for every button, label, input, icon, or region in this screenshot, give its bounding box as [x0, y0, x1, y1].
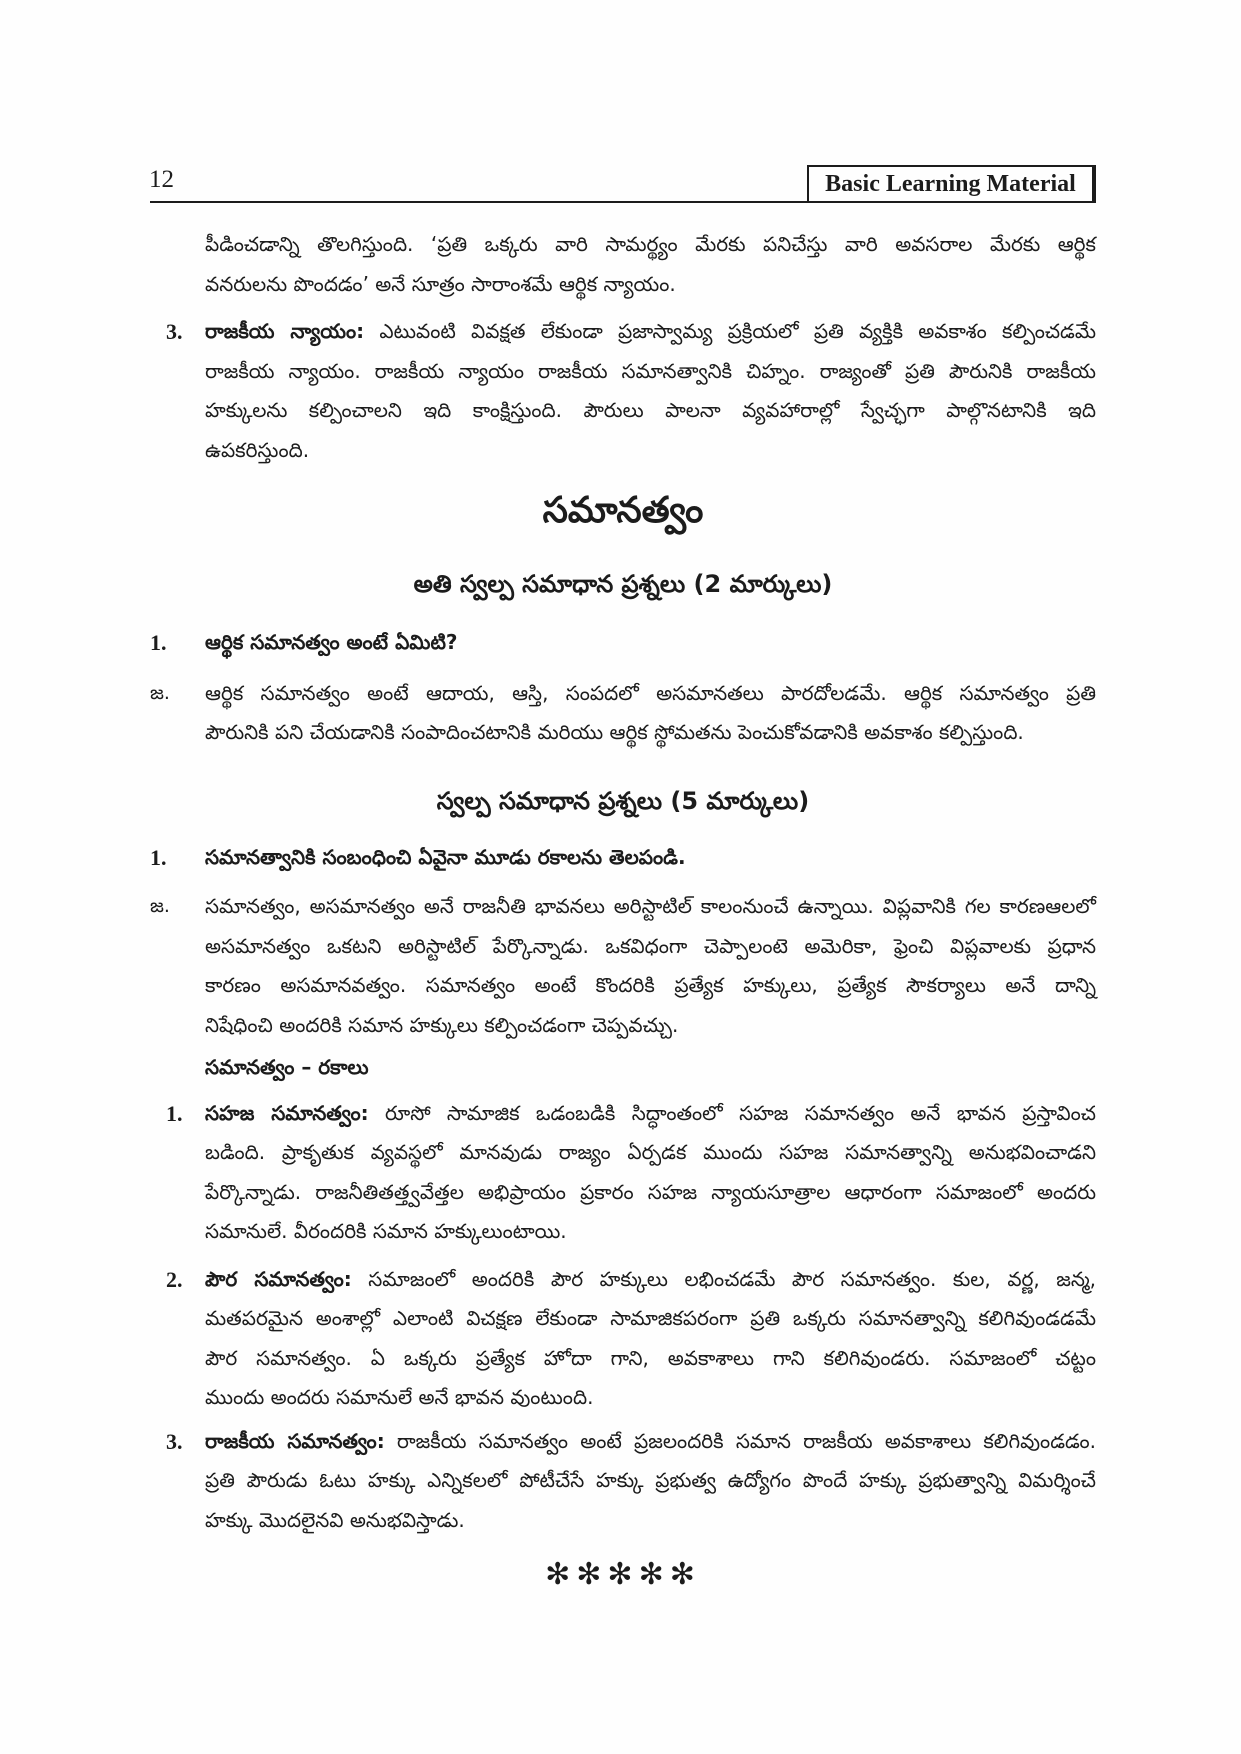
question [0, 623, 1096, 663]
text-line: రాజకీయ న్యాయం. రాజకీయ న్యాయం రాజకీయ సమానత్వానికి చిహ్నం. రాజ్యంతో ప్రతి పౌరునికి రాజకీయ [205, 358, 1096, 383]
type-item-civil-equality [0, 1260, 1096, 1418]
text-line: అసమానత్వం ఒకటని అరిస్టాటిల్ పేర్కొన్నాడు. ఒకవిధంగా చెప్పాలంటె అమెరికా, ఫ్రెంచి విప్లవాలకు ప్రధాన [205, 933, 1096, 958]
item-text: రూసో సామాజిక ఒడంబడికి సిద్ధాంతంలో సహజ సమానత్వం అనే భావన ప్రస్తావించ [384, 1100, 1096, 1125]
text-line: బడింది. ప్రాకృతుక వ్యవస్థలో మానవుడు రాజ్యం ఏర్పడక ముందు సహజ సమానత్వాన్ని అనుభవించాడని [205, 1140, 1096, 1164]
header-rule [150, 201, 1096, 203]
answer-marker: జ. [150, 895, 170, 917]
item-number: 1. [166, 1100, 183, 1126]
question-number: 1. [150, 630, 167, 655]
item-number: 2. [166, 1266, 183, 1292]
answer [0, 887, 1096, 1045]
question-number: 1. [150, 844, 167, 870]
text-line [205, 312, 1096, 352]
book-title-box [807, 165, 1096, 202]
short-questions-heading: స్వల్ప సమాధాన ప్రశ్నలు (5 మార్కులు) [436, 786, 810, 815]
types-heading: సమానత్వం – రకాలు [205, 1055, 369, 1079]
answer-marker: జ. [150, 681, 170, 704]
types-heading-row [0, 1048, 1096, 1088]
book-title: Basic Learning Material [825, 171, 1076, 197]
item-label: సహజ సమానత్వం: [205, 1100, 369, 1125]
text-line [205, 1260, 1096, 1300]
page-number: 12 [149, 166, 174, 193]
item-number: 3. [166, 319, 183, 344]
text-line: పేర్కొన్నాడు. రాజనీతితత్త్వవేత్తల అభిప్రాయం ప్రకారం సహజ న్యాయసూత్రాల ఆధారంగా సమాజంలో అందరు [205, 1179, 1096, 1204]
text-line: పౌరునికి పని చేయడానికి సంపాదించటానికి మరియు ఆర్థిక స్థోమతను పెంచుకోవడానికి అవకాశం కల్పిస్తుంది. [205, 720, 1024, 744]
text-line: ప్రతి పౌరుడు ఓటు హక్కు ఎన్నికలలో పోటీచేసే హక్కు ప్రభుత్వ ఉద్యోగం పొందే హక్కు ప్రభుత్వాన్ని విమర్శించే [205, 1468, 1096, 1492]
item-text: సమాజంలో అందరికి పౌర హక్కులు లభించడమే పౌర సమానత్వం. కుల, వర్ణ, జన్మ, [368, 1266, 1097, 1291]
section-title: సమానత్వం [542, 490, 704, 531]
text-line: ముందు అందరు సమానులే అనే భావన వుంటుంది. [205, 1385, 594, 1409]
continuation-paragraph [0, 225, 1096, 304]
type-item-political-equality [0, 1422, 1096, 1541]
text-line: వనరులను పొందడం’ అనే సూత్రం సారాంశమే ఆర్థిక న్యాయం. [205, 271, 676, 296]
question-text: సమానత్వానికి సంబంధించి ఏవైనా మూడు రకాలను తెలపండి. [205, 844, 686, 869]
question-text: ఆర్థిక సమానత్వం అంటే ఏమిటి? [205, 630, 458, 654]
text-line: సమానత్వం, అసమానత్వం అనే రాజనీతి భావనలు అరిస్టాటిల్ కాలంనుంచే ఉన్నాయి. విప్లవానికి గల కారణఆలలో [205, 894, 1096, 918]
text-line: సమానులే. వీరందరికి సమాన హక్కులుంటాయి. [205, 1219, 567, 1243]
text-line: ఉపకరిస్తుంది. [205, 437, 310, 462]
item-text: రాజకీయ సమానత్వం అంటే ప్రజలందరికి సమాన రాజకీయ అవకాశాలు కలిగివుండడం. [396, 1428, 1096, 1453]
page-content [0, 225, 1241, 1595]
text-line: మతపరమైన అంశాల్లో ఎలాంటి విచక్షణ లేకుండా సామాజికపరంగా ప్రతి ఒక్కరు సమానత్వాన్ని కలిగివుండడమే [205, 1306, 1096, 1330]
political-justice-item [0, 312, 1096, 470]
item-label: రాజకీయ సమానత్వం: [205, 1428, 385, 1453]
item-label: పౌర సమానత్వం: [205, 1266, 352, 1291]
answer [0, 674, 1096, 753]
text-line: పీడించడాన్ని తొలగిస్తుంది. ‘ప్రతి ఒక్కరు వారి సామర్థ్యం మేరకు పనిచేస్తు వారి అవసరాల మేరకు ఆర్థిక [205, 232, 1096, 256]
end-mark: ✻✻✻✻✻ [545, 1557, 701, 1592]
item-text: ఎటువంటి వివక్షత లేకుండా ప్రజాస్వామ్య ప్రక్రియలో ప్రతి వ్యక్తికి అవకాశం కల్పించడమే [379, 319, 1097, 343]
very-short-questions-heading: అతి స్వల్ప సమాధాన ప్రశ్నలు (2 మార్కులు) [413, 570, 833, 598]
type-item-natural-equality [0, 1094, 1096, 1252]
text-line: పౌర సమానత్వం. ఏ ఒక్కరు ప్రత్యేక హోదా గాని, అవకాశాలు గాని కలిగివుండరు. సమాజంలో చట్టం [205, 1345, 1096, 1370]
text-line [205, 1422, 1096, 1462]
item-number: 3. [166, 1428, 183, 1454]
text-line [205, 1094, 1096, 1134]
text-line: కారణం అసమానవత్వం. సమానత్వం అంటే కొందరికి ప్రత్యేక హక్కులు, ప్రత్యేక సౌకర్యాలు అనే దాన్ని [205, 973, 1096, 997]
text-line: ఆర్థిక సమానత్వం అంటే ఆదాయ, ఆస్తి, సంపదలో అసమానతలు పారదోలడమే. ఆర్థిక సమానత్వం ప్రతి [205, 680, 1096, 705]
question [0, 838, 1096, 878]
text-line: హక్కు మొదలైనవి అనుభవిస్తాడు. [205, 1507, 465, 1532]
text-line: నిషేధించి అందరికి సమాన హక్కులు కల్పించడంగా చెప్పవచ్చు. [205, 1012, 679, 1037]
item-label: రాజకీయ న్యాయం: [205, 319, 365, 343]
text-line: హక్కులను కల్పించాలని ఇది కాంక్షిస్తుంది. పౌరులు పాలనా వ్యవహారాల్లో స్వేచ్ఛగా పాల్గొనటానికి ఇది [205, 398, 1096, 422]
